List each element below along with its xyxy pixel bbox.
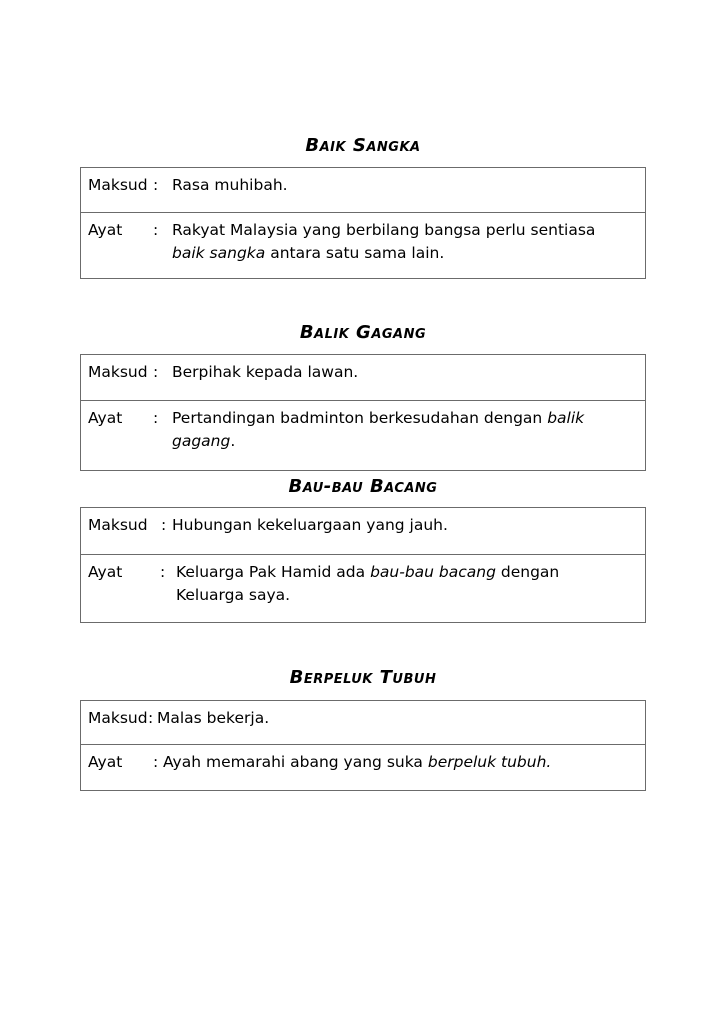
entry-title: Balik Gagang bbox=[299, 322, 427, 343]
ayat-text bbox=[163, 751, 631, 774]
entry-title: Berpeluk Tubuh bbox=[289, 667, 437, 688]
maksud-text: Rasa muhibah. bbox=[172, 176, 288, 194]
maksud-row bbox=[81, 701, 645, 744]
colon: : bbox=[148, 709, 154, 727]
entry-table bbox=[80, 167, 646, 279]
ayat-label: Ayat bbox=[88, 563, 123, 581]
ayat-row bbox=[81, 744, 645, 790]
peribahasa-italic: berpeluk tubuh. bbox=[427, 753, 552, 771]
ayat-label: Ayat bbox=[88, 221, 123, 239]
colon: : bbox=[153, 221, 159, 239]
entry-table bbox=[80, 354, 646, 471]
maksud-row bbox=[81, 168, 645, 212]
ayat-text-end: dengan Keluarga saya. bbox=[176, 563, 560, 604]
maksud-text: Malas bekerja. bbox=[157, 709, 270, 727]
maksud-label: Maksud bbox=[88, 709, 148, 727]
ayat-text-plain: Ayah memarahi abang yang suka bbox=[163, 753, 428, 771]
colon: : bbox=[153, 363, 159, 381]
ayat-row bbox=[81, 554, 645, 622]
colon: : bbox=[160, 563, 166, 581]
ayat-text bbox=[176, 561, 631, 607]
entry-title: Baik Sangka bbox=[305, 135, 421, 156]
peribahasa-italic: balik gagang bbox=[172, 409, 585, 450]
maksud-label: Maksud bbox=[88, 176, 148, 194]
ayat-text bbox=[172, 219, 631, 265]
entry-table bbox=[80, 507, 646, 623]
colon: : bbox=[153, 176, 159, 194]
ayat-label: Ayat bbox=[88, 753, 123, 771]
colon: : bbox=[153, 753, 159, 771]
maksud-row bbox=[81, 355, 645, 400]
ayat-row bbox=[81, 400, 645, 470]
ayat-row bbox=[81, 212, 645, 278]
maksud-text: Hubungan kekeluargaan yang jauh. bbox=[172, 516, 448, 534]
ayat-text-plain: Pertandingan badminton berkesudahan dengan bbox=[172, 409, 548, 427]
peribahasa-italic: baik sangka bbox=[172, 244, 266, 262]
ayat-text bbox=[172, 407, 631, 453]
ayat-text-end: antara satu sama lain. bbox=[265, 244, 445, 262]
colon: : bbox=[161, 516, 167, 534]
ayat-text-plain: Keluarga Pak Hamid ada bbox=[176, 563, 371, 581]
maksud-label: Maksud bbox=[88, 516, 148, 534]
maksud-text: Berpihak kepada lawan. bbox=[172, 363, 359, 381]
ayat-text-plain: Rakyat Malaysia yang berbilang bangsa perlu sentiasa bbox=[172, 221, 596, 239]
colon: : bbox=[153, 409, 159, 427]
ayat-text-end: . bbox=[230, 432, 236, 450]
maksud-label: Maksud bbox=[88, 363, 148, 381]
peribahasa-italic: bau-bau bacang bbox=[370, 563, 496, 581]
entry-table bbox=[80, 700, 646, 791]
ayat-label: Ayat bbox=[88, 409, 123, 427]
maksud-row bbox=[81, 508, 645, 554]
entry-title: Bau-bau Bacang bbox=[288, 476, 438, 497]
